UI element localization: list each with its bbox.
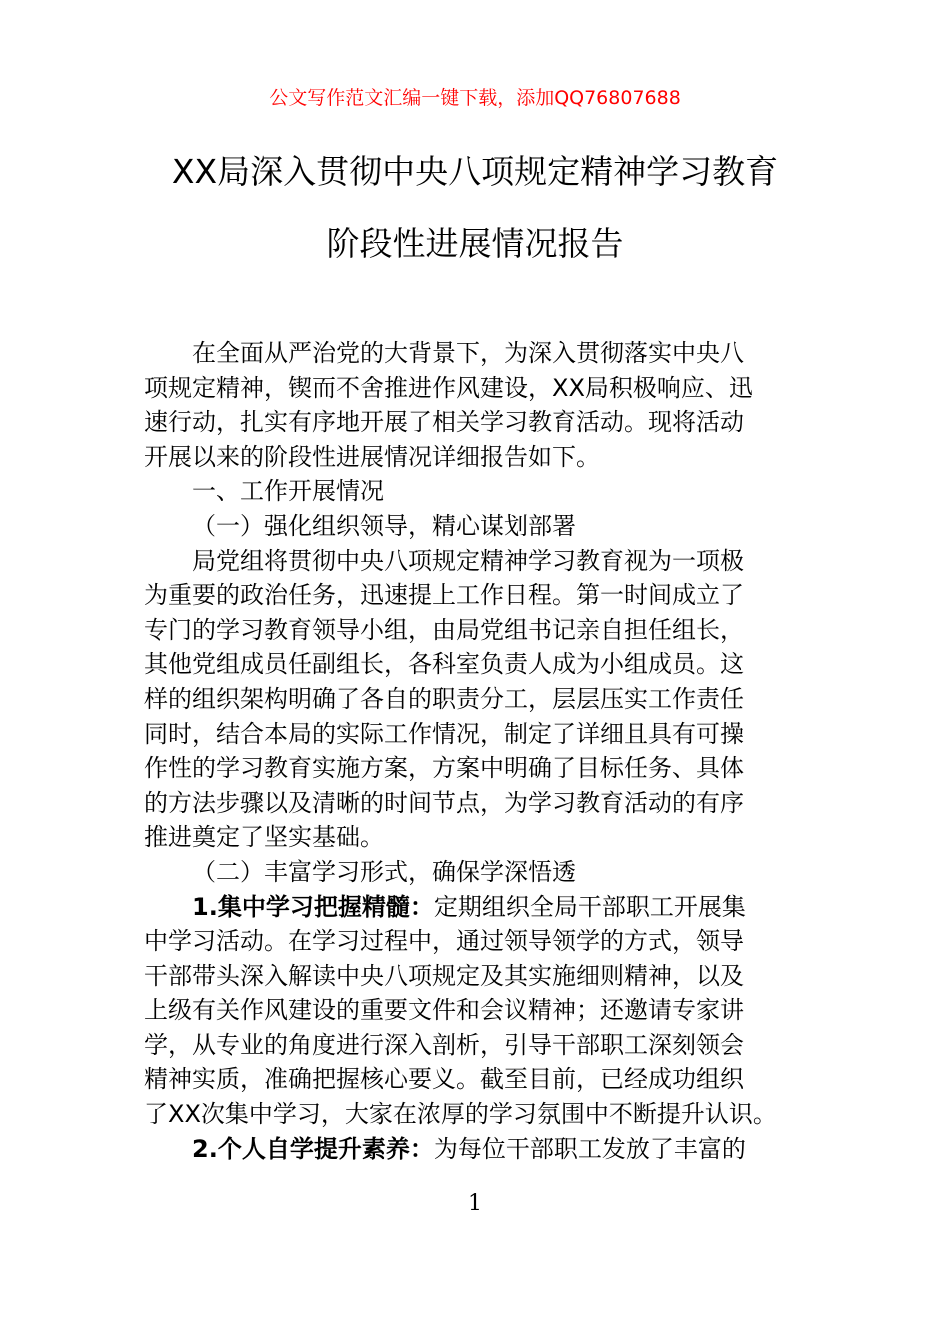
subsection1-line: 推进奠定了坚实基础。 (144, 823, 384, 852)
subsection1-line: 同时，结合本局的实际工作情况，制定了详细且具有可操 (144, 719, 744, 748)
item2-first-line (144, 1132, 810, 1167)
subsection1-line: 专门的学习教育领导小组，由局党组书记亲自担任组长， (144, 615, 744, 644)
subsection1-line: 为重要的政治任务，迅速提上工作日程。第一时间成立了 (144, 581, 744, 610)
item1-line: 精神实质，准确把握核心要义。截至目前，已经成功组织 (144, 1065, 744, 1094)
item1-line: 干部带头深入解读中央八项规定及其实施细则精神，以及 (144, 961, 744, 990)
intro-line: 开展以来的阶段性进展情况详细报告如下。 (144, 442, 600, 471)
item1-first-line (144, 890, 810, 925)
intro-line: 速行动，扎实有序地开展了相关学习教育活动。现将活动 (144, 408, 744, 437)
subsection1-line: 其他党组成员任副组长，各科室负责人成为小组成员。这 (144, 650, 744, 679)
item1-label: 1.集中学习把握精髓： (192, 892, 434, 921)
item2-first-text: 为每位干部职工发放了丰富的 (433, 1134, 746, 1163)
subsection-heading-learning-forms: （二）丰富学习形式，确保学深悟透 (192, 857, 576, 886)
download-promo-note: 公文写作范文汇编一键下载，添加QQ76807688 (269, 87, 681, 109)
document-body (144, 336, 810, 1166)
subsection1-line: 局党组将贯彻中央八项规定精神学习教育视为一项极 (192, 546, 744, 575)
item1-line: 学，从专业的角度进行深入剖析，引导干部职工深刻领会 (144, 1030, 744, 1059)
subsection-heading-leadership: （一）强化组织领导，精心谋划部署 (192, 511, 576, 540)
document-title-line-2: 阶段性进展情况报告 (326, 224, 624, 263)
document-title-line-1: XX局深入贯彻中央八项规定精神学习教育 (171, 152, 779, 191)
item1-line: 上级有关作风建设的重要文件和会议精神；还邀请专家讲 (144, 996, 744, 1025)
item1-line: 中学习活动。在学习过程中，通过领导领学的方式，领导 (144, 927, 744, 956)
subsection1-line: 样的组织架构明确了各自的职责分工，层层压实工作责任 (144, 684, 744, 713)
item2-label: 2.个人自学提升素养： (192, 1134, 434, 1163)
intro-line: 项规定精神，锲而不舍推进作风建设，XX局积极响应、迅 (144, 373, 753, 402)
section-heading-work-progress: 一、工作开展情况 (192, 477, 384, 506)
item1-first-text: 定期组织全局干部职工开展集 (433, 892, 746, 921)
page-number: 1 (468, 1191, 482, 1216)
item1-line: 了XX次集中学习，大家在浓厚的学习氛围中不断提升认识。 (144, 1100, 777, 1129)
subsection1-line: 的方法步骤以及清晰的时间节点，为学习教育活动的有序 (144, 788, 744, 817)
intro-line: 在全面从严治党的大背景下，为深入贯彻落实中央八 (192, 339, 744, 367)
subsection1-line: 作性的学习教育实施方案，方案中明确了目标任务、具体 (144, 754, 744, 783)
